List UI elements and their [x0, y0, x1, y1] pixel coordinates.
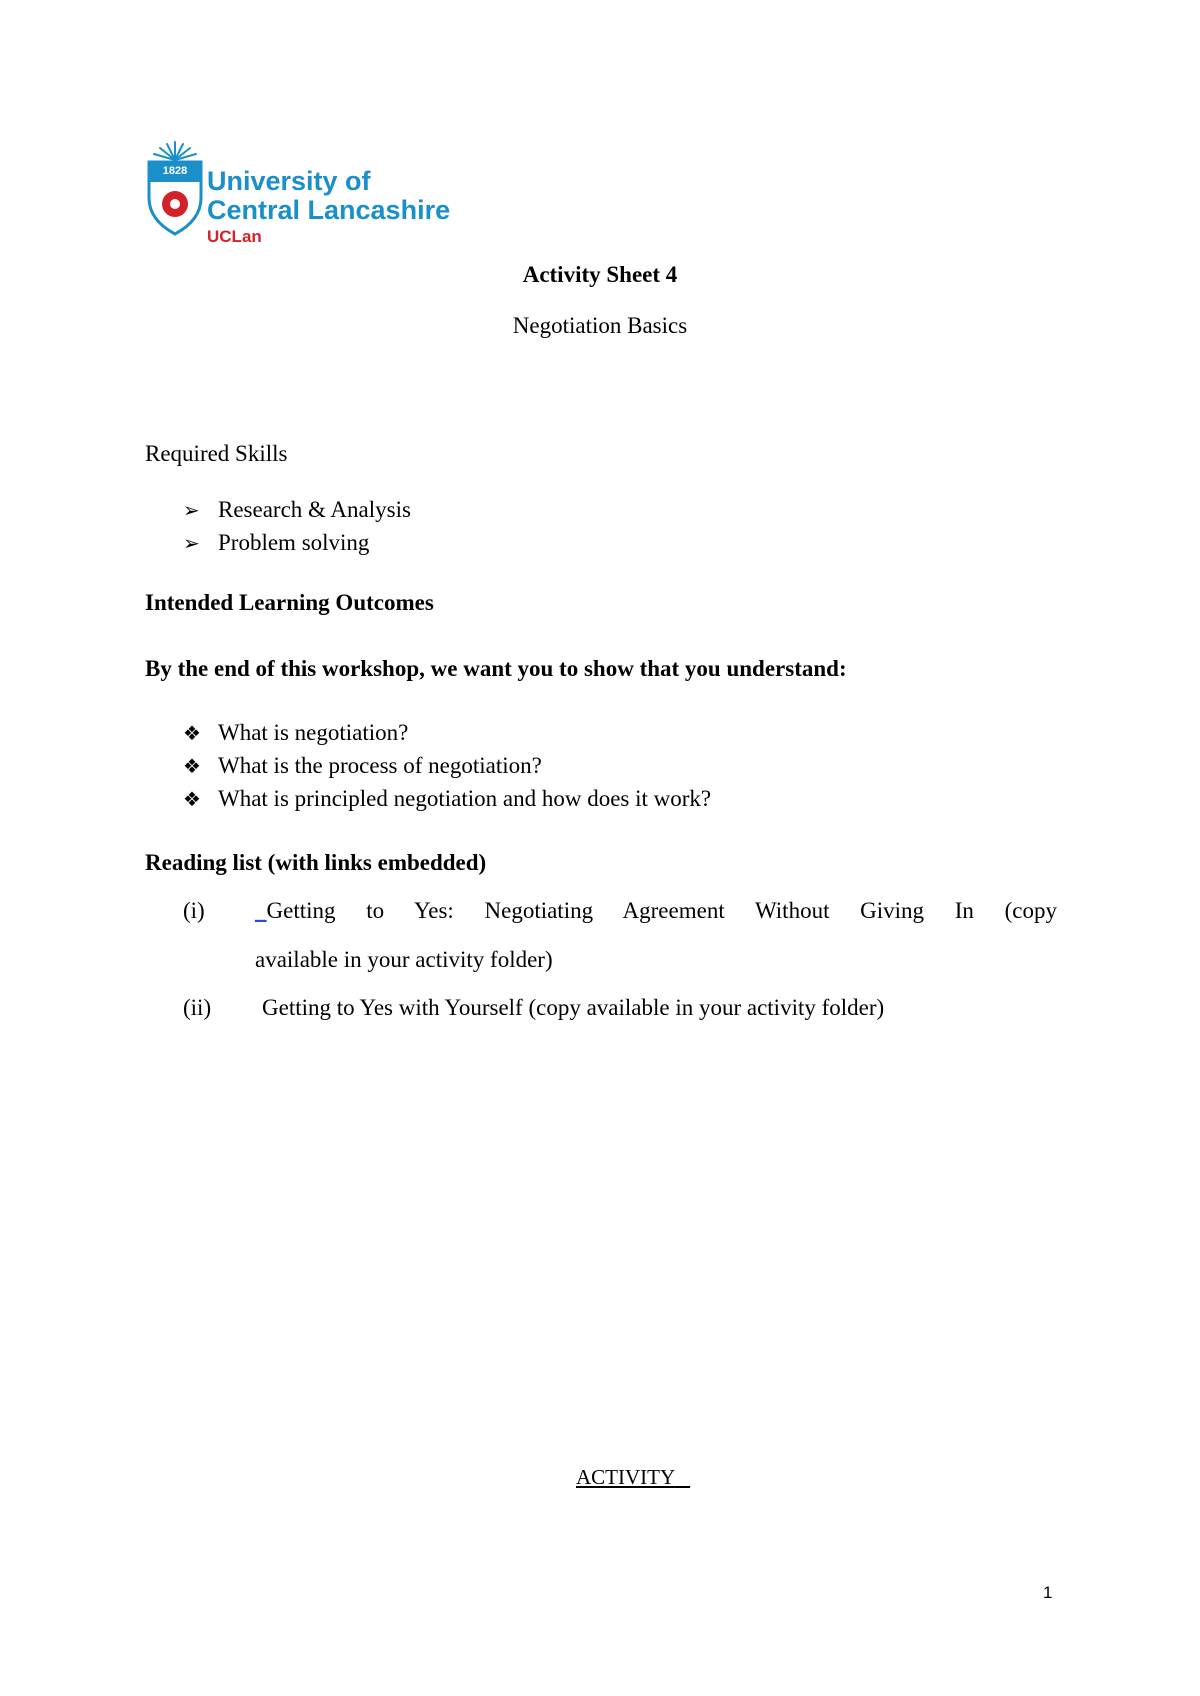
reading-item-link[interactable]: _Getting to Yes: Negotiating Agreement Without Giving In (copy	[255, 898, 1057, 923]
learning-outcomes-heading: Intended Learning Outcomes	[145, 590, 434, 615]
diamond-bullet-icon: ❖	[183, 723, 201, 745]
reading-item-number: (i)	[183, 898, 205, 923]
arrow-bullet-icon: ➢	[183, 533, 200, 555]
skill-item: ➢ Research & Analysis	[183, 497, 411, 522]
page-title: Activity Sheet 4	[522, 262, 678, 287]
logo-line-1: University of	[207, 166, 371, 196]
logo-line-2: Central Lancashire	[207, 195, 451, 225]
outcome-item: ❖ What is negotiation?	[183, 720, 409, 745]
page-number: 1	[1043, 1583, 1053, 1602]
arrow-bullet-icon: ➢	[183, 500, 200, 522]
required-skills-heading: Required Skills	[145, 441, 288, 466]
logo-year: 1828	[162, 165, 188, 177]
reading-item-continuation: available in your activity folder)	[255, 947, 553, 972]
reading-item-link[interactable]: Getting to Yes with Yourself (copy available in your activity folder)	[262, 995, 885, 1020]
crest-icon	[145, 140, 205, 240]
reading-list-heading: Reading list (with links embedded)	[145, 850, 487, 875]
outcome-item: ❖ What is principled negotiation and how does it work?	[183, 786, 712, 811]
outcome-item: ❖ What is the process of negotiation?	[183, 753, 542, 778]
diamond-bullet-icon: ❖	[183, 789, 201, 811]
diamond-bullet-icon: ❖	[183, 756, 201, 778]
page-subtitle: Negotiation Basics	[512, 313, 688, 338]
logo-short: UCLan	[207, 227, 262, 246]
learning-outcomes-intro: By the end of this workshop, we want you to show that you understand:	[145, 656, 847, 681]
reading-item-number: (ii)	[183, 995, 212, 1020]
activity-heading: ACTIVITY	[576, 1465, 675, 1489]
skill-item: ➢ Problem solving	[183, 530, 370, 555]
university-logo	[145, 140, 451, 246]
